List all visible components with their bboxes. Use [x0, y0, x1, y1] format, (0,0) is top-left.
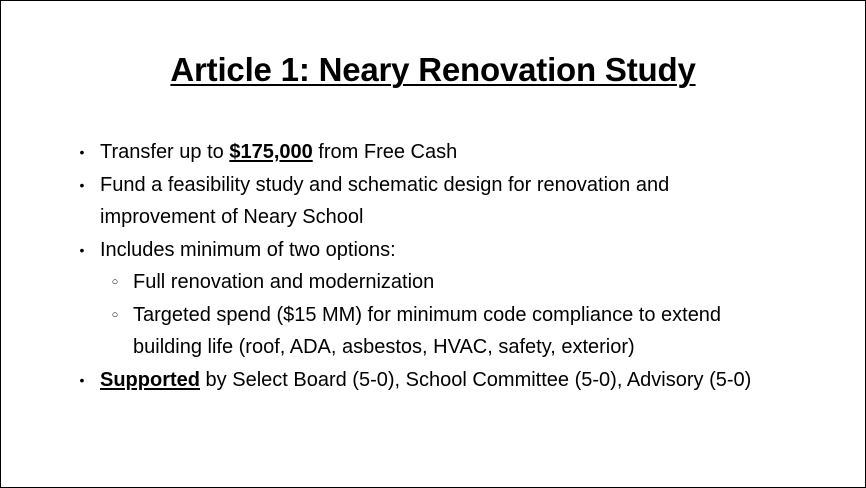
sub-bullet-text-line: building life (roof, ADA, asbestos, HVAC, safety, exterior): [133, 336, 635, 358]
bullet-dot-icon: •: [79, 371, 85, 388]
bullet-text: by Select Board (5-0), School Committee (5-0), Advisory (5-0): [200, 368, 752, 391]
bullet-dot-icon: •: [79, 144, 85, 160]
sub-bullet-text-line: Targeted spend ($15 MM) for minimum code compliance to extend: [133, 303, 722, 326]
sub-bullet-text: Full renovation and modernization: [133, 271, 435, 293]
sub-bullet-circle-icon: ○: [111, 308, 119, 321]
bullet-item-options: [77, 234, 837, 267]
bullet-item-fund: [77, 169, 837, 234]
slide-title: Article 1: Neary Renovation Study: [170, 51, 696, 88]
bullet-text: from Free Cash: [312, 141, 458, 163]
bullet-list: [77, 136, 837, 396]
bullet-text-line: Fund a feasibility study and schematic design for renovation and: [100, 173, 670, 196]
sub-bullet-item-targeted-spend: [77, 299, 837, 364]
amount-emphasis: $175,000: [229, 141, 313, 163]
bullet-dot-icon: •: [79, 241, 85, 258]
bullet-item-supported: [77, 364, 837, 397]
bullet-text: Transfer up to: [100, 141, 230, 163]
bullet-text-line: improvement of Neary School: [100, 206, 364, 228]
supported-emphasis: Supported: [100, 368, 200, 391]
bullet-text: Includes minimum of two options:: [100, 238, 396, 261]
sub-bullet-item-full-renovation: [77, 266, 837, 299]
bullet-item-transfer: [77, 136, 837, 169]
sub-bullet-circle-icon: ○: [111, 276, 119, 288]
bullet-dot-icon: •: [79, 176, 85, 193]
